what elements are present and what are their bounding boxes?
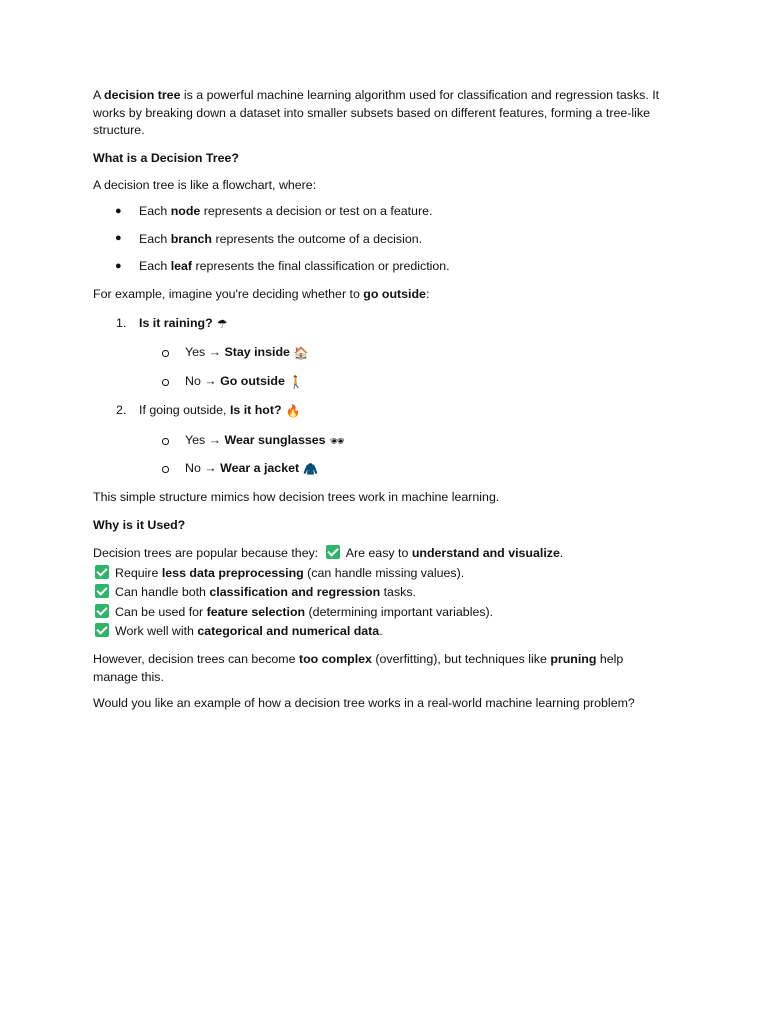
step-number: 2.	[116, 403, 127, 417]
check-icon	[95, 604, 109, 618]
sub-item-sunglasses: Yes → Wear sunglasses 🕶	[185, 433, 345, 448]
jacket-icon: 🧥	[303, 462, 319, 476]
sub-item-jacket: No → Wear a jacket 🧥	[185, 461, 319, 476]
popular-intro: Decision trees are popular because they:	[93, 546, 319, 560]
intro-a: A	[93, 88, 105, 102]
sub-bullet	[162, 438, 169, 445]
why-heading: Why is it Used?	[93, 518, 186, 532]
overfit-paragraph: However, decision trees can become too complex (overfitting), but techniques like pruning help manage this.	[93, 652, 624, 684]
walking-person-icon: 🚶	[288, 375, 304, 389]
check-icon	[95, 584, 109, 598]
closing-question: Would you like an example of how a decision tree works in a real-world machine learning problem?	[93, 696, 635, 710]
bullet-dot: ●	[115, 232, 122, 244]
check-icon	[95, 565, 109, 579]
sub-bullet	[162, 379, 169, 386]
house-icon: 🏠	[293, 346, 309, 360]
check-icon	[95, 623, 109, 637]
sub-item-go-outside: No → Go outside 🚶	[185, 374, 304, 389]
bullet-dot: ●	[115, 260, 122, 272]
reason-item: Decision trees are popular because they: Are easy to understand and visualize.	[93, 546, 564, 560]
sub-item-stay-inside: Yes → Stay inside 🏠	[185, 345, 309, 360]
reason-item: Work well with categorical and numerical data.	[95, 623, 383, 640]
reason-item: Require less data preprocessing (can handle missing values).	[95, 565, 464, 582]
reason-item: Can be used for feature selection (determining important variables).	[95, 604, 493, 621]
sub-bullet	[162, 466, 169, 473]
sunglasses-icon: 🕶	[329, 434, 345, 448]
list-item-node: Each node represents a decision or test on a feature.	[139, 204, 433, 218]
sub-bullet	[162, 350, 169, 357]
reason-item: Can handle both classification and regression tasks.	[95, 584, 416, 601]
step-item-raining: Is it raining? ☂	[139, 316, 228, 331]
list-item-leaf: Each leaf represents the final classification or prediction.	[139, 259, 450, 273]
intro-rest: is a powerful machine learning algorithm used for classification and regression tasks. It works by breaking down a dataset into smaller subsets based on different features, forming a tree-like structure.	[93, 88, 660, 137]
what-heading: What is a Decision Tree?	[93, 151, 239, 165]
summary-text: This simple structure mimics how decision trees work in machine learning.	[93, 490, 500, 504]
step-item-hot: If going outside, Is it hot? 🔥	[139, 403, 301, 418]
check-icon	[326, 545, 340, 559]
intro-term: decision tree	[104, 88, 181, 102]
list-item-branch: Each branch represents the outcome of a decision.	[139, 232, 423, 246]
step-number: 1.	[116, 316, 127, 330]
example-intro: For example, imagine you're deciding whether to go outside:	[93, 287, 430, 301]
intro-paragraph	[93, 87, 683, 140]
flowchart-intro: A decision tree is like a flowchart, where:	[93, 178, 317, 192]
fire-icon: 🔥	[285, 404, 301, 418]
umbrella-icon: ☂	[216, 317, 228, 331]
bullet-dot: ●	[115, 205, 122, 217]
